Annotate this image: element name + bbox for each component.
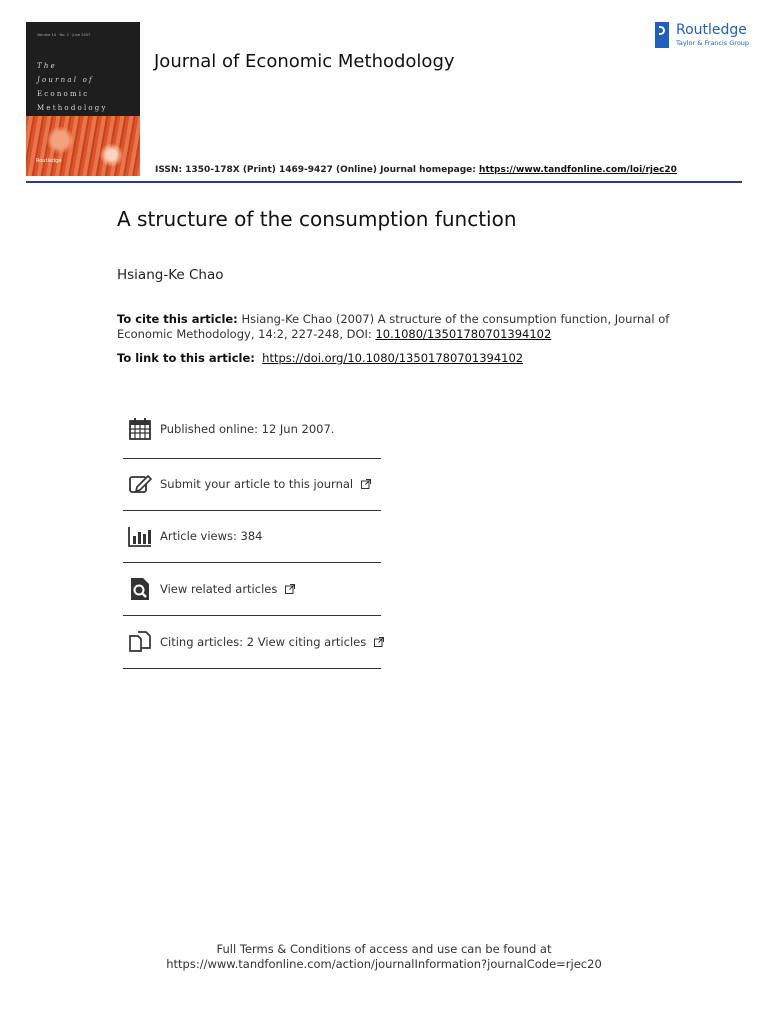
article-title: A structure of the consumption function — [117, 207, 517, 231]
brand-subtitle: Taylor & Francis Group — [676, 39, 750, 47]
article-author: Hsiang-Ke Chao — [117, 267, 224, 283]
edit-icon — [128, 472, 152, 496]
published-online-label: Published online: 12 Jun 2007. — [160, 421, 335, 436]
article-views-item — [123, 510, 381, 563]
issn-line — [155, 165, 677, 175]
cite-doi-link[interactable]: 10.1080/13501780701394102 — [375, 327, 552, 341]
cover-publisher: Routledge — [36, 158, 62, 164]
external-link-icon — [374, 637, 384, 647]
article-link-block — [117, 351, 523, 366]
calendar-icon — [128, 417, 152, 441]
journal-title: Journal of Economic Methodology — [154, 51, 455, 72]
cover-volume: Volume 14 · No. 2 · June 2007 — [37, 33, 91, 37]
submit-article-link[interactable] — [160, 477, 371, 491]
journal-cover — [26, 22, 140, 176]
footer-terms-url[interactable]: https://www.tandfonline.com/action/journalInformation?journalCode=rjec20 — [166, 957, 602, 971]
citing-articles-link[interactable] — [160, 635, 384, 649]
related-articles-link[interactable] — [160, 582, 295, 596]
cover-title-line: Methodology — [37, 104, 108, 112]
header-rule — [26, 181, 742, 183]
footer-line: Full Terms & Conditions of access and use can be found at — [216, 942, 552, 956]
citation-block — [117, 312, 677, 342]
brand-name: Routledge — [676, 22, 747, 38]
document-search-icon — [128, 577, 152, 601]
citing-articles-label: Citing articles: 2 View citing articles — [160, 635, 367, 649]
routledge-logo-icon — [655, 22, 669, 48]
cover-title-line: Economic — [37, 90, 90, 98]
cover-title-line: The — [37, 62, 57, 70]
external-link-icon — [361, 479, 371, 489]
journal-homepage-link[interactable]: https://www.tandfonline.com/loi/rjec20 — [479, 165, 677, 175]
cite-label: To cite this article: — [117, 312, 238, 326]
link-label: To link to this article: — [117, 351, 255, 365]
terms-footer — [0, 942, 768, 972]
copy-documents-icon — [128, 630, 152, 654]
article-views-label: Article views: 384 — [160, 529, 263, 543]
cite-text: Hsiang-Ke Chao (2007) A structure of the consumption function, Journal of Economic Methodology, 14:2, 227-248, DOI: — [117, 312, 670, 341]
submit-article-item[interactable] — [123, 458, 381, 511]
submit-article-label: Submit your article to this journal — [160, 477, 354, 491]
citing-articles-item[interactable] — [123, 616, 381, 669]
related-articles-item[interactable] — [123, 563, 381, 616]
article-doi-link[interactable]: https://doi.org/10.1080/13501780701394102 — [262, 351, 524, 365]
cover-artwork — [26, 116, 140, 176]
issn-text: ISSN: 1350-178X (Print) 1469-9427 (Online) Journal homepage: — [155, 165, 476, 175]
routledge-logo — [652, 22, 752, 50]
external-link-icon — [285, 584, 295, 594]
cover-title-line: Journal of — [37, 76, 94, 84]
related-articles-label: View related articles — [160, 582, 278, 596]
published-online-item — [123, 399, 381, 459]
bar-chart-icon — [128, 524, 152, 548]
